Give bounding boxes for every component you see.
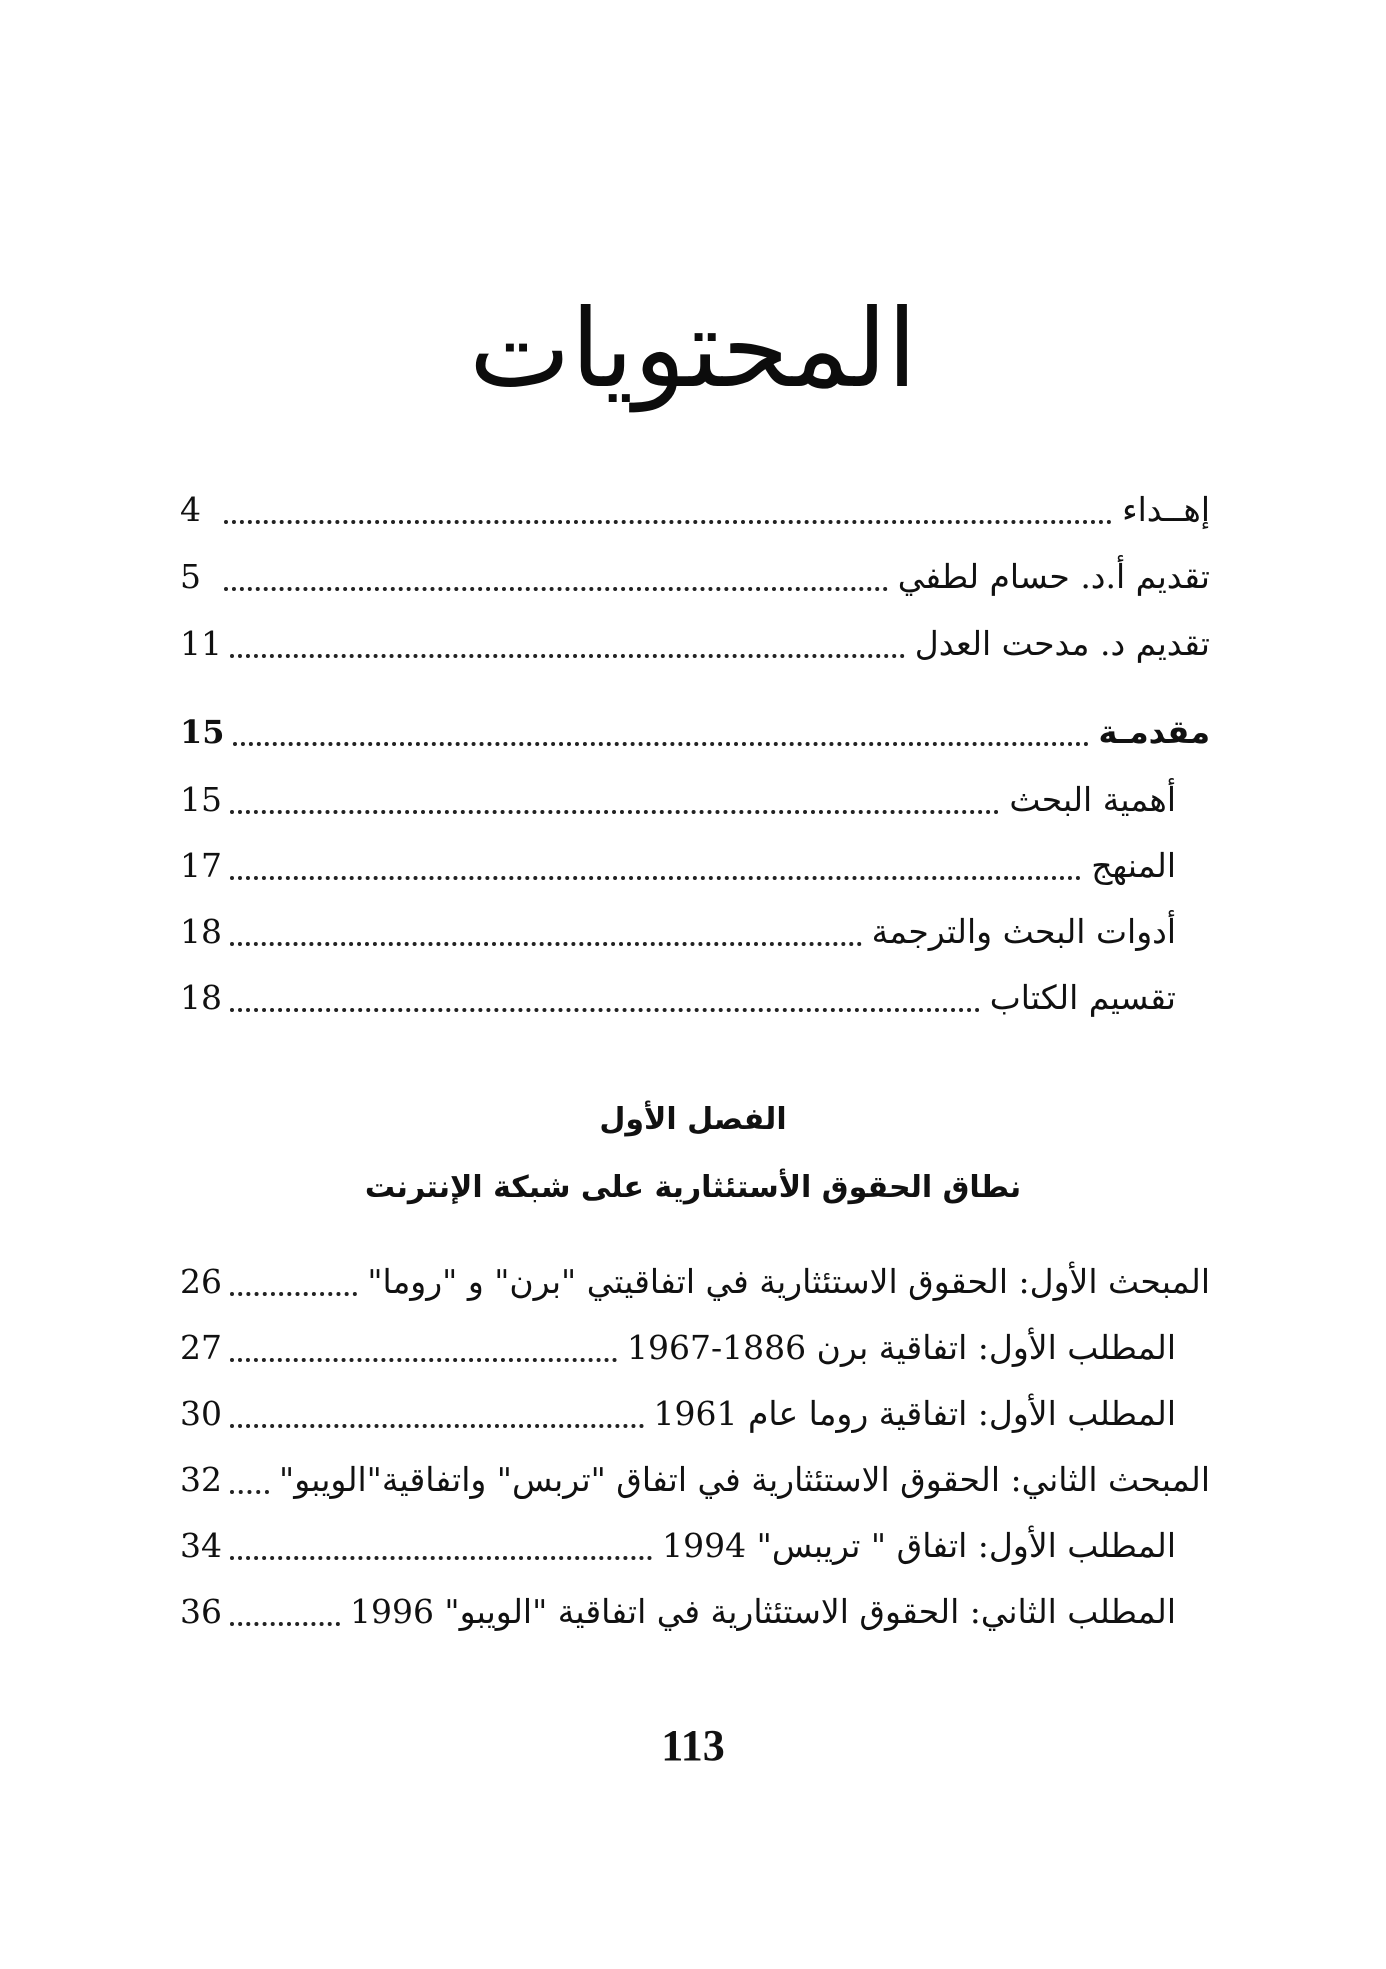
toc-entry-title: المبحث الثاني: الحقوق الاستئثارية في اتفاق "تربس" واتفاقية"الويبو" <box>279 1460 1210 1499</box>
toc-entry-page: 17 <box>180 846 222 885</box>
dot-leader <box>230 941 862 946</box>
toc-entry-page: 26 <box>180 1262 222 1301</box>
page-number: 113 <box>661 1721 725 1770</box>
toc-entry-foreword-medhat[interactable] <box>180 620 1210 668</box>
toc-entry-page: 15 <box>180 780 222 819</box>
toc-entry-subsection-berne[interactable] <box>180 1324 1176 1372</box>
toc-entry-research-tools[interactable] <box>180 908 1176 956</box>
toc-entry-page: 30 <box>180 1394 222 1433</box>
toc-entry-page: 18 <box>180 978 222 1017</box>
toc-entry-title: المنهج <box>1091 846 1176 885</box>
chapter-label: الفصل الأول <box>599 1102 787 1137</box>
dot-leader <box>230 1357 617 1362</box>
toc-entry-title: تقديم أ.د. حسام لطفي <box>897 557 1210 596</box>
toc-entry-title: المبحث الأول: الحقوق الاستئثارية في اتفاقيتي "برن" و "روما" <box>367 1262 1210 1301</box>
toc-entry-title: تقسيم الكتاب <box>989 978 1176 1017</box>
toc-entry-research-importance[interactable] <box>180 776 1176 824</box>
toc-entry-page: 5 <box>180 557 201 596</box>
toc-entry-title: المطلب الأول: اتفاقية برن 1886-1967 <box>627 1328 1176 1367</box>
chapter-title: نطاق الحقوق الأستئثارية على شبكة الإنترنت <box>364 1170 1022 1205</box>
toc-entry-title: مقدمـة <box>1098 713 1210 751</box>
dot-leader <box>230 809 999 814</box>
toc-entry-title: أدوات البحث والترجمة <box>871 912 1176 951</box>
dot-leader <box>230 653 905 658</box>
dot-leader <box>230 1555 652 1560</box>
toc-entry-foreword-hossam[interactable] <box>180 553 1210 601</box>
toc-entry-page: 34 <box>180 1526 222 1565</box>
toc-entry-page: 4 <box>180 490 201 529</box>
toc-entry-page: 36 <box>180 1592 222 1631</box>
toc-entry-title: إهــداء <box>1122 490 1210 529</box>
page-title: المحتويات <box>468 287 918 412</box>
toc-entry-page: 11 <box>180 624 222 663</box>
dot-leader <box>230 1423 644 1428</box>
toc-entry-dedication[interactable] <box>180 486 1210 534</box>
toc-entry-section-one[interactable] <box>180 1258 1210 1306</box>
toc-entry-title: المطلب الأول: اتفاقية روما عام 1961 <box>653 1394 1176 1433</box>
toc-entry-title: تقديم د. مدحت العدل <box>914 624 1210 663</box>
dot-leader <box>233 741 1089 746</box>
toc-entry-title: المطلب الثاني: الحقوق الاستئثارية في اتفاقية "الويبو" 1996 <box>349 1592 1176 1631</box>
dot-leader <box>230 1007 980 1012</box>
toc-entry-page: 27 <box>180 1328 222 1367</box>
toc-entry-page: 18 <box>180 912 222 951</box>
toc-entry-subsection-wipo[interactable] <box>180 1588 1176 1636</box>
dot-leader <box>230 1621 340 1626</box>
dot-leader <box>230 875 1081 880</box>
dot-leader <box>230 1291 357 1296</box>
toc-entry-title: المطلب الأول: اتفاق " تريبس" 1994 <box>662 1526 1176 1565</box>
toc-entry-title: أهمية البحث <box>1009 780 1176 819</box>
dot-leader <box>230 1489 269 1494</box>
toc-entry-section-two[interactable] <box>180 1456 1210 1504</box>
toc-entry-subsection-trips[interactable] <box>180 1522 1176 1570</box>
toc-entry-introduction[interactable] <box>180 708 1210 756</box>
dot-leader <box>224 519 1112 524</box>
toc-entry-subsection-rome[interactable] <box>180 1390 1176 1438</box>
toc-entry-book-division[interactable] <box>180 974 1176 1022</box>
toc-entry-page: 32 <box>180 1460 222 1499</box>
toc-entry-page: 15 <box>180 713 225 751</box>
toc-entry-methodology[interactable] <box>180 842 1176 890</box>
dot-leader <box>224 586 888 591</box>
